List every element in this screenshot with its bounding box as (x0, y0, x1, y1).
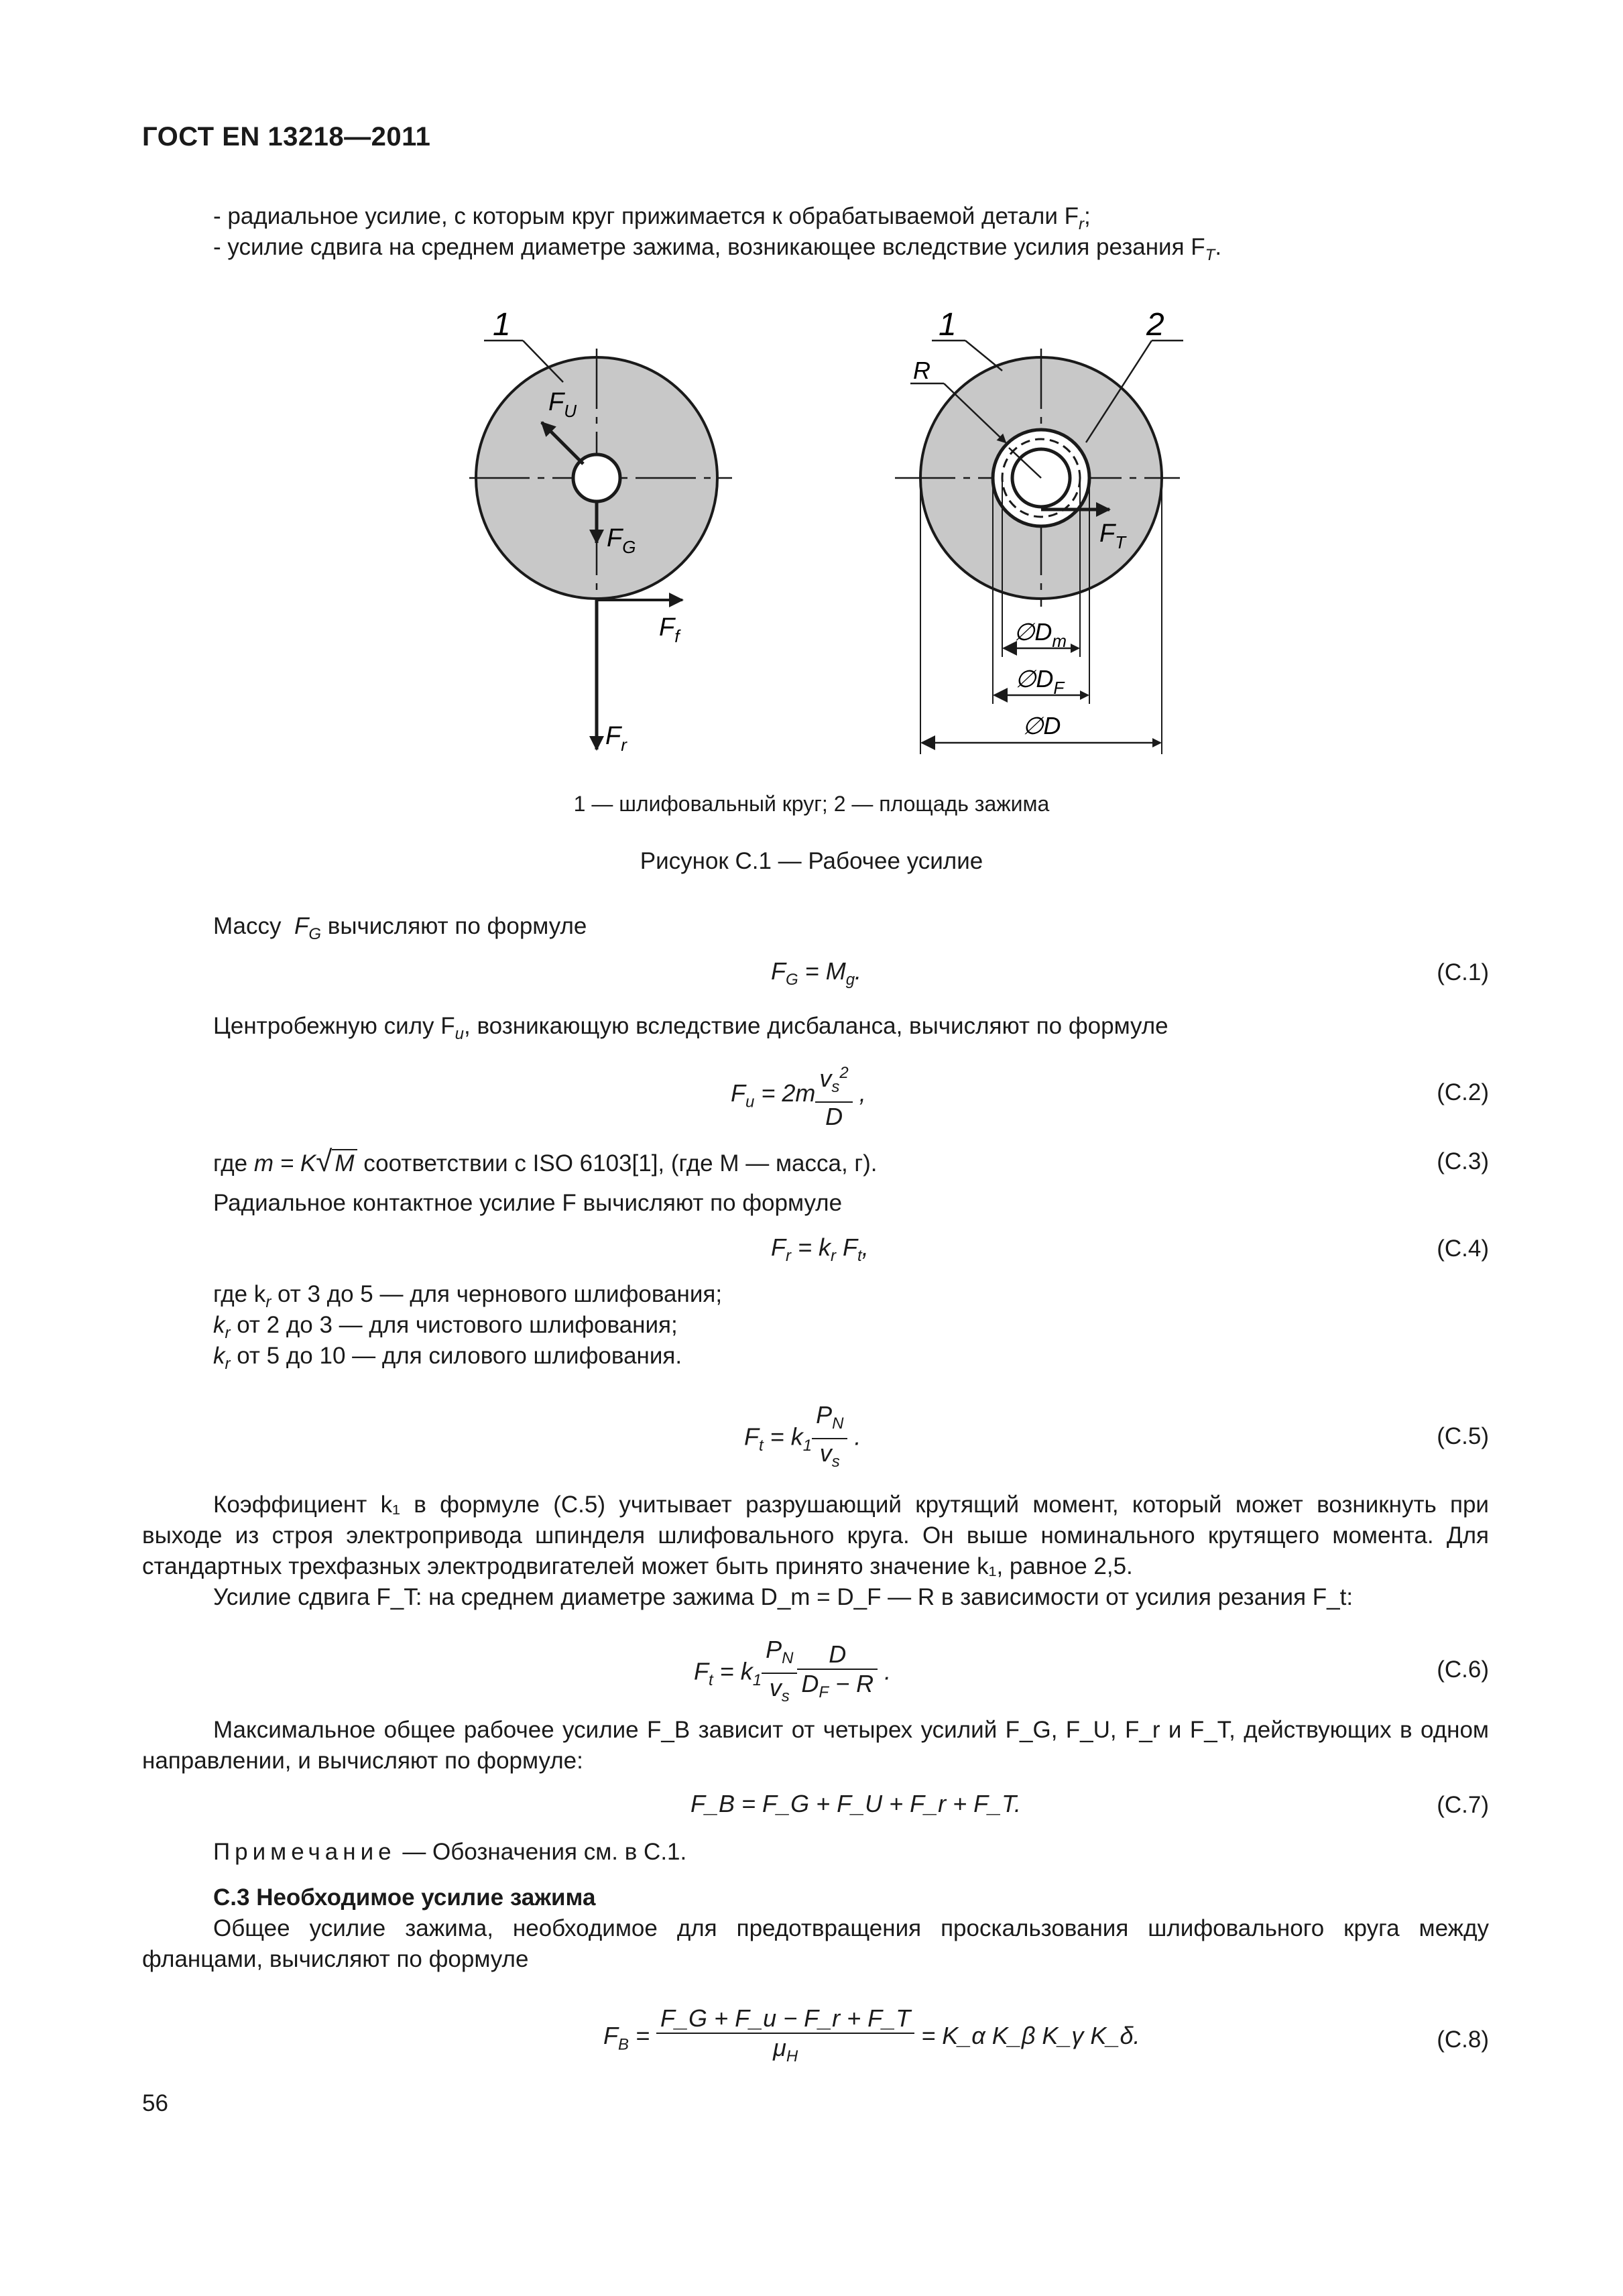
d-label: ∅D (1022, 712, 1061, 739)
formula-c7: F_B = F_G + F_U + F_r + F_T. (690, 1790, 1021, 1817)
formula-c2: $F_u = 2m$ $\frac{v_s^2}{D}$ , (731, 1059, 866, 1131)
kr-line-1: где $k_r$ от 3 до 5 — для чернового шлифования; (213, 1281, 723, 1311)
formula-c4: $F_r = k_r$ $F_t$, (771, 1233, 869, 1266)
page-number: 56 (142, 2090, 168, 2116)
figure-working-force (0, 295, 1623, 791)
kr-line-3: $k_r$ от 5 до 10 — для силового шлифования. (213, 1343, 682, 1373)
ft-label: $F_T$ (1099, 520, 1126, 552)
note: Примечание — Обозначения см. в С.1. (213, 1839, 687, 1865)
formula-number-c2: (С.2) (1437, 1079, 1489, 1105)
fu-label: $F_U$ (548, 388, 577, 421)
formula-number-c1: (С.1) (1437, 959, 1489, 985)
formula-c1: $F_G = M_g$. (771, 957, 862, 989)
radial-text: Радиальное контактное усилие F вычисляют по формуле (213, 1190, 843, 1216)
formula-c8: $F_B$ = $\frac{F\_G + F\_u - F\_r + F\_T}{\mu_H}$ = K_α K_β K_γ K_δ. (603, 2004, 1140, 2066)
figure-caption: Рисунок С.1 — Рабочее усилие (640, 848, 983, 874)
formula-number-c8: (С.8) (1437, 2027, 1489, 2053)
r-label: R (913, 357, 930, 384)
formula-c5: $F_t = k_1$ $\frac{P_N}{v_s}$ . (744, 1401, 861, 1471)
formula-number-c3: (С.3) (1437, 1148, 1489, 1174)
right-label-2: 2 (1146, 307, 1164, 343)
left-wheel-diagram (469, 307, 732, 755)
section-title: С.3 Необходимое усилие зажима (213, 1884, 596, 1911)
intro-line-2: - усилие сдвига на среднем диаметре зажима, возникающее вследствие усилия резания $F_T$. (213, 234, 1222, 264)
formula-c3: где m = K√ M соответствии с ISO 6103[1], (где М — масса, г). (213, 1145, 878, 1178)
fr-label: $F_r$ (605, 722, 627, 755)
intro-line-1: - радиальное усилие, с которым круг прижимается к обрабатываемой детали $F_r$; (213, 203, 1091, 233)
formula-number-c4: (С.4) (1437, 1235, 1489, 1262)
formula-number-c7: (С.7) (1437, 1792, 1489, 1818)
formula-number-c5: (С.5) (1437, 1423, 1489, 1449)
df-label: $\emptyset D_F$ (1015, 665, 1065, 698)
max-force-paragraph: Максимальное общее рабочее усилие F_B зависит от четырех усилий F_G, F_U, F_r и F_T, действующих в одном направлении, и вычисляют по формуле: (142, 1717, 1489, 1774)
ff-label: $F_f$ (659, 613, 680, 646)
left-label-1: 1 (493, 307, 511, 343)
kr-line-2: $k_r$ от 2 до 3 — для чистового шлифования; (213, 1312, 678, 1342)
dm-label: $\emptyset D_m$ (1014, 618, 1067, 651)
document-header: ГОСТ EN 13218—2011 (142, 122, 431, 152)
fg-label: $F_G$ (607, 524, 636, 557)
k1-paragraph: Коэффициент k₁ в формуле (С.5) учитывает разрушающий крутящий момент, который может возникнуть при выходе из строя электропривода шпинделя шлифовального круга. Он выше номинального крутящего момента. Для стандартных трехфазных электродвигателей может быть принято значение k₁, равное 2,5. (142, 1492, 1489, 1579)
right-wheel-diagram (895, 307, 1183, 754)
clamp-paragraph: Общее усилие зажима, необходимое для предотвращения проскальзования шлифовального круга между фланцами, вычисляют по формуле (142, 1915, 1489, 1972)
figure-legend: 1 — шлифовальный круг; 2 — площадь зажима (573, 792, 1050, 816)
right-label-1: 1 (939, 307, 957, 343)
centrifugal-text: Центробежную силу $F_u$, возникающую вследствие дисбаланса, вычисляют по формуле (213, 1013, 1168, 1043)
shear-text: Усилие сдвига F_T: на среднем диаметре зажима D_m = D_F — R в зависимости от усилия резания F_t: (213, 1584, 1354, 1610)
formula-number-c6: (С.6) (1437, 1656, 1489, 1683)
formula-c6: $F_t = k_1$ $\frac{P_N}{v_s}$ $\frac{D}{D_F - R}$ . (694, 1636, 892, 1706)
mass-text: Массу $F_G$ вычисляют по формуле (213, 913, 587, 943)
